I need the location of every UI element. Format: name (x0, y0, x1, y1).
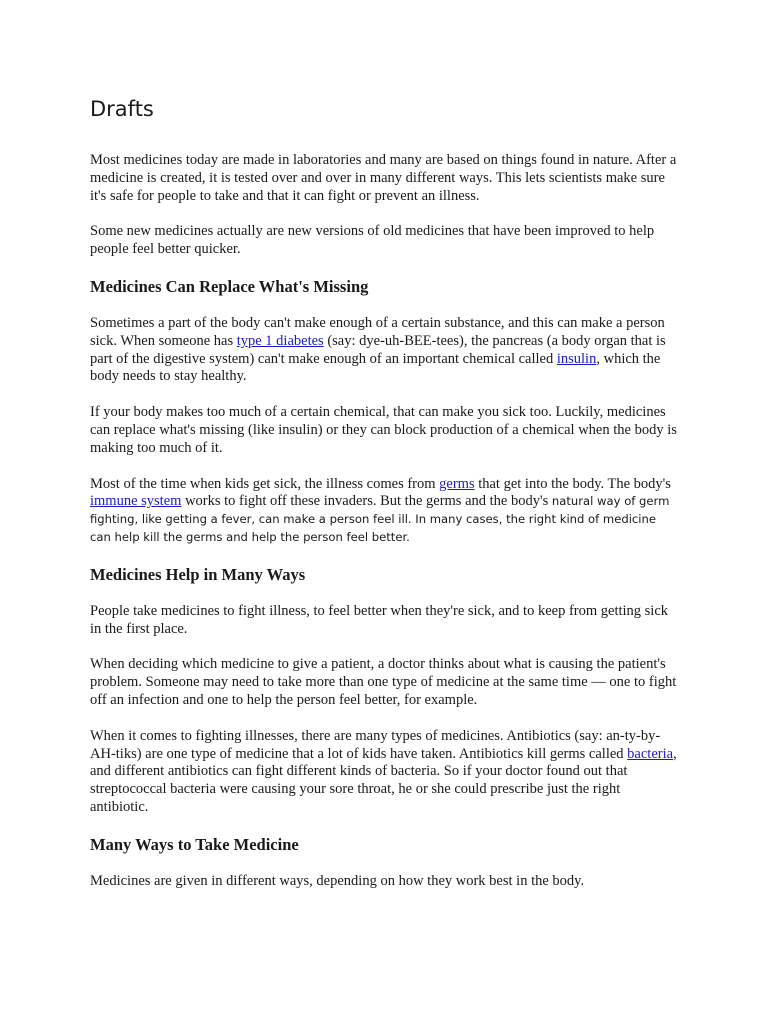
paragraph-diabetes (90, 315, 680, 386)
section-heading-help-many-ways: Medicines Help in Many Ways (90, 564, 306, 584)
document-page (90, 92, 680, 909)
link-germs[interactable]: germs (439, 475, 475, 492)
paragraph-too-much-chemical: If your body makes too much of a certain chemical, that can make you sick too. Luckily, medicines can replace what's missing (like insulin) or they can block production of a chemical when the body is making too much of it. (90, 404, 677, 456)
paragraph-germs (90, 476, 680, 547)
page-title: Drafts (90, 97, 154, 121)
link-insulin[interactable]: insulin (556, 350, 597, 367)
paragraph-different-ways: Medicines are given in different ways, depending on how they work best in the body. (90, 872, 585, 889)
link-bacteria[interactable]: bacteria (627, 745, 674, 762)
text-run: that get into the body. The body's (474, 475, 671, 492)
text-run: works to fight off these invaders. But the germs and the body's (181, 493, 549, 510)
text-run: When it comes to fighting illnesses, there are many types of medicines. Antibiotics (say: an-ty-by-AH-tiks) are one type of medicine that a lot of kids have taken. Antibiotics kill germs called (90, 727, 661, 762)
text-run: , which the body needs to stay healthy. (90, 350, 661, 385)
text-run-sans: natural way of germ fighting, like getting a fever, can make a person feel ill. In many cases, the right kind of medicine can help kill the germs and help the person feel better. (90, 494, 670, 544)
section-heading-ways-to-take: Many Ways to Take Medicine (90, 834, 299, 854)
text-run: Most of the time when kids get sick, the illness comes from (90, 475, 440, 492)
section-heading-replace-missing: Medicines Can Replace What's Missing (90, 276, 369, 296)
paragraph-antibiotics (90, 728, 680, 817)
text-run: , and different antibiotics can fight different kinds of bacteria. So if your doctor found out that streptococcal bacteria were causing your sore throat, he or she could prescribe just the right antibiotic. (90, 745, 677, 815)
intro-paragraph-2: Some new medicines actually are new versions of old medicines that have been improved to help people feel better quicker. (90, 223, 655, 258)
text-run: (say: dye-uh-BEE-tees), the pancreas (a body organ that is part of the digestive system) can't make enough of an important chemical called (90, 332, 666, 367)
paragraph-deciding-medicine: When deciding which medicine to give a patient, a doctor thinks about what is causing the patient's problem. Someone may need to take more than one type of medicine at the same time — one to fight off an infection and one to help the person feel better, for example. (90, 656, 677, 708)
text-run: Sometimes a part of the body can't make enough of a certain substance, and this can make a person sick. When someone has (90, 314, 665, 349)
paragraph-why-take-medicines: People take medicines to fight illness, to feel better when they're sick, and to keep from getting sick in the first place. (90, 602, 669, 637)
link-immune-system[interactable]: immune system (90, 493, 182, 510)
link-type-1-diabetes[interactable]: type 1 diabetes (236, 332, 324, 349)
intro-paragraph-1: Most medicines today are made in laboratories and many are based on things found in nature. After a medicine is created, it is tested over and over in many different ways. This lets scientists make sure it's safe for people to take and that it can fight or prevent an illness. (90, 152, 677, 204)
